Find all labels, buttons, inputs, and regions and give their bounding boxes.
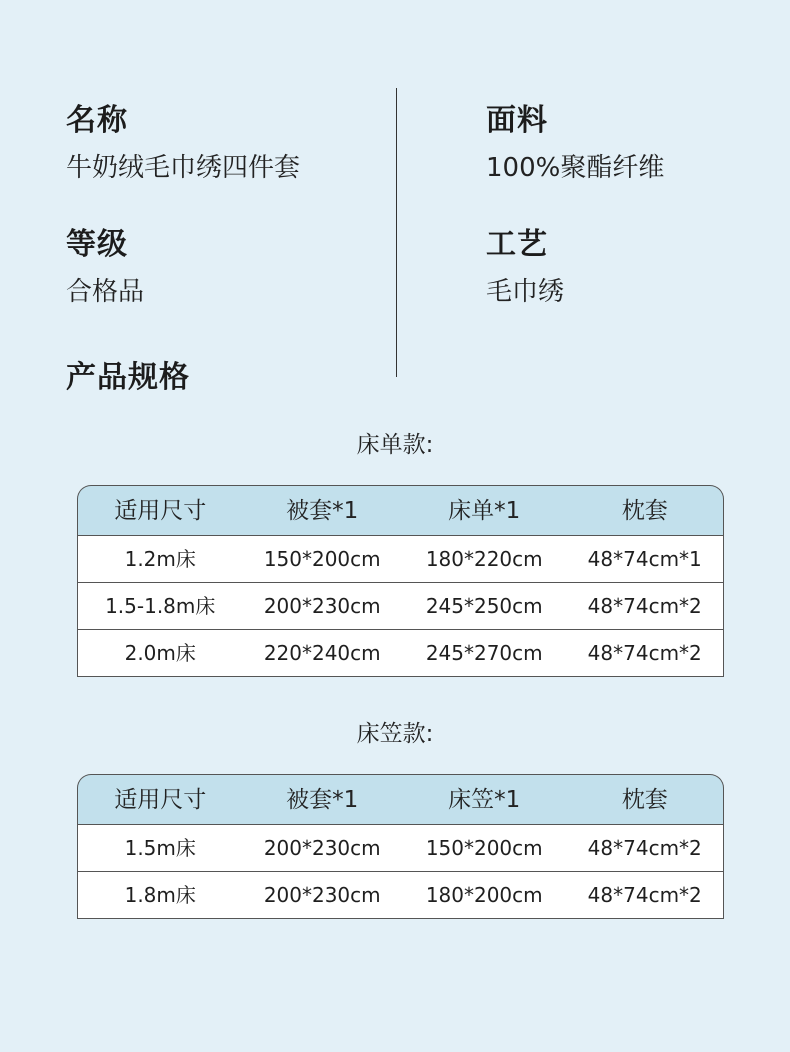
table-row	[77, 871, 724, 919]
table-cell: 220*240cm	[263, 641, 381, 665]
header-cell: 枕套	[621, 498, 668, 524]
table-cell: 180*220cm	[425, 547, 543, 571]
table-row	[77, 535, 724, 583]
table-caption-fitted: 床笠款:	[356, 721, 434, 747]
table-cell: 48*74cm*2	[587, 641, 702, 665]
info-craft	[486, 227, 564, 308]
table-cell: 200*230cm	[263, 836, 381, 860]
info-name	[66, 103, 300, 184]
table-cell: 48*74cm*2	[587, 883, 702, 907]
table-cell: 200*230cm	[263, 594, 381, 618]
info-name-label: 名称	[66, 103, 128, 138]
table-row	[77, 582, 724, 630]
table-row	[77, 629, 724, 677]
info-name-value: 牛奶绒毛巾绣四件套	[66, 153, 301, 183]
table-cell: 200*230cm	[263, 883, 381, 907]
table-caption-sheet: 床单款:	[356, 432, 434, 458]
header-cell: 床笠*1	[448, 787, 521, 813]
info-grade-value: 合格品	[66, 277, 145, 307]
table-cell: 1.5-1.8m床	[105, 594, 216, 618]
table-cell: 48*74cm*2	[587, 594, 702, 618]
table-cell: 245*270cm	[425, 641, 543, 665]
table-cell: 245*250cm	[425, 594, 543, 618]
header-cell: 枕套	[621, 787, 668, 813]
table-cell: 2.0m床	[124, 641, 196, 665]
header-cell: 适用尺寸	[114, 787, 207, 813]
info-craft-label: 工艺	[486, 227, 548, 262]
table-cell: 48*74cm*1	[587, 547, 702, 571]
info-material	[486, 103, 664, 184]
table-cell: 150*200cm	[425, 836, 543, 860]
table-cell: 150*200cm	[263, 547, 381, 571]
info-material-value: 100%聚酯纤维	[486, 153, 665, 183]
table-row	[77, 824, 724, 872]
spec-table-fitted	[77, 774, 724, 919]
spec-title: 产品规格	[66, 360, 190, 395]
vertical-divider	[396, 88, 397, 377]
table-cell: 1.2m床	[124, 547, 196, 571]
table-cell: 180*200cm	[425, 883, 543, 907]
table-header	[77, 774, 724, 824]
header-cell: 被套*1	[286, 787, 359, 813]
info-grade-label: 等级	[66, 227, 128, 262]
info-grade	[66, 227, 144, 308]
info-material-label: 面料	[486, 103, 548, 138]
table-cell: 1.8m床	[124, 883, 196, 907]
table-cell: 1.5m床	[124, 836, 196, 860]
info-craft-value: 毛巾绣	[486, 277, 565, 307]
spec-table-sheet	[77, 485, 724, 677]
header-cell: 被套*1	[286, 498, 359, 524]
table-cell: 48*74cm*2	[587, 836, 702, 860]
header-cell: 适用尺寸	[114, 498, 207, 524]
header-cell: 床单*1	[448, 498, 521, 524]
table-header	[77, 485, 724, 535]
